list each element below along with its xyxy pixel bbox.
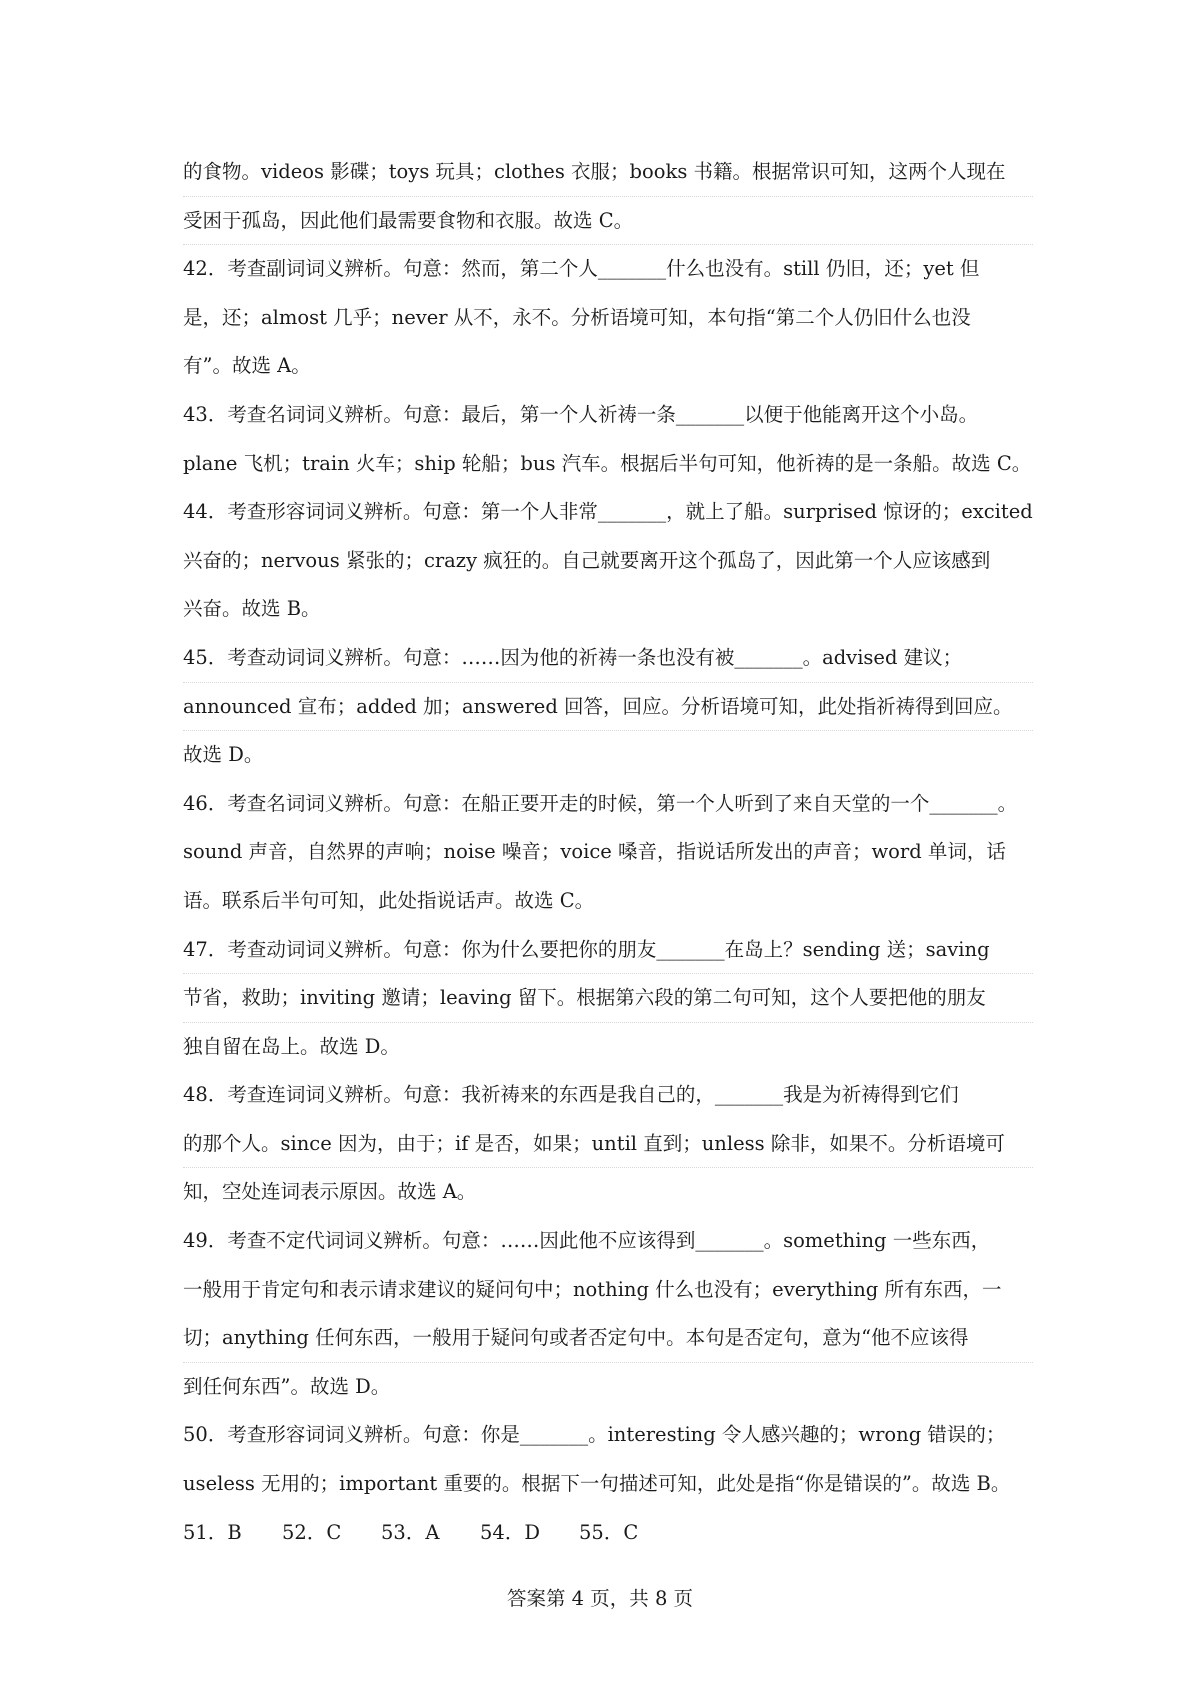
text-line: 42．考查副词词义辨析。句意：然而，第二个人_______什么也没有。still 仍旧，还；yet 但 [183,257,980,281]
text-line: 有”。故选 A。 [183,354,311,378]
text-line: 48．考查连词词义辨析。句意：我祈祷来的东西是我自己的，_______我是为祈祷得到它们 [183,1083,959,1107]
text-line: 知，空处连词表示原因。故选 A。 [183,1180,477,1204]
answer-item: 51．B [183,1520,242,1544]
text-line: 46．考查名词词义辨析。句意：在船正要开走的时候，第一个人听到了来自天堂的一个_______。 [183,791,1018,815]
text-line: 的食物。videos 影碟；toys 玩具；clothes 衣服；books 书籍。根据常识可知，这两个人现在 [183,148,1033,197]
answer-item: 53．A [381,1520,440,1544]
text-line: 兴奋的；nervous 紧张的；crazy 疯狂的。自己就要离开这个孤岛了，因此第一个人应该感到 [183,548,991,572]
text-line: plane 飞机；train 火车；ship 轮船；bus 汽车。根据后半句可知，他祈祷的是一条船。故选 C。 [183,451,1032,475]
text-line: announced 宣布；added 加；answered 回答，回应。分析语境可知，此处指祈祷得到回应。 [183,683,1033,732]
text-line: 的那个人。since 因为，由于；if 是否，如果；until 直到；unless 除非，如果不。分析语境可 [183,1120,1033,1169]
text-line: 50．考查形容词词义辨析。句意：你是_______。interesting 令人感兴趣的；wrong 错误的； [183,1423,1006,1447]
text-line: 43．考查名词词义辨析。句意：最后，第一个人祈祷一条_______以便于他能离开这个小岛。 [183,402,979,426]
text-line: 是，还；almost 几乎；never 从不，永不。分析语境可知，本句指“第二个人仍旧什么也没 [183,305,971,329]
text-line: 故选 D。 [183,743,264,767]
text-line: 45．考查动词词义辨析。句意：……因为他的祈祷一条也没有被_______。advised 建议； [183,634,1033,683]
text-line: sound 声音，自然界的声响；noise 噪音；voice 嗓音，指说话所发出的声音；word 单词，话 [183,840,1006,864]
answer-key-row [183,1509,1033,1557]
answer-item: 52．C [282,1520,342,1544]
text-line: 49．考查不定代词词义辨析。句意：……因此他不应该得到_______。something 一些东西， [183,1229,991,1253]
text-line: 切；anything 任何东西，一般用于疑问句或者否定句中。本句是否定句，意为“他不应该得 [183,1314,1033,1363]
text-line: useless 无用的；important 重要的。根据下一句描述可知，此处是指“你是错误的”。故选 B。 [183,1472,1011,1496]
text-line: 语。联系后半句可知，此处指说话声。故选 C。 [183,888,595,912]
answer-item: 55．C [579,1520,639,1544]
text-line: 47．考查动词词义辨析。句意：你为什么要把你的朋友_______在岛上？sending 送；saving [183,926,1033,975]
text-line: 受困于孤岛，因此他们最需要食物和衣服。故选 C。 [183,197,1033,246]
text-line: 到任何东西”。故选 D。 [183,1374,391,1398]
text-line: 节省，救助；inviting 邀请；leaving 留下。根据第六段的第二句可知，这个人要把他的朋友 [183,974,1033,1023]
answer-item: 54．D [480,1520,540,1544]
page-footer: 答案第 4 页，共 8 页 [506,1587,694,1610]
text-line: 一般用于肯定句和表示请求建议的疑问句中；nothing 什么也没有；everything 所有东西，一 [183,1277,1002,1301]
text-line: 兴奋。故选 B。 [183,597,321,621]
text-line: 独自留在岛上。故选 D。 [183,1034,400,1058]
text-line: 44．考查形容词词义辨析。句意：第一个人非常_______，就上了船。surprised 惊讶的；excited [183,500,1033,524]
answer-text-body [183,148,1033,1556]
